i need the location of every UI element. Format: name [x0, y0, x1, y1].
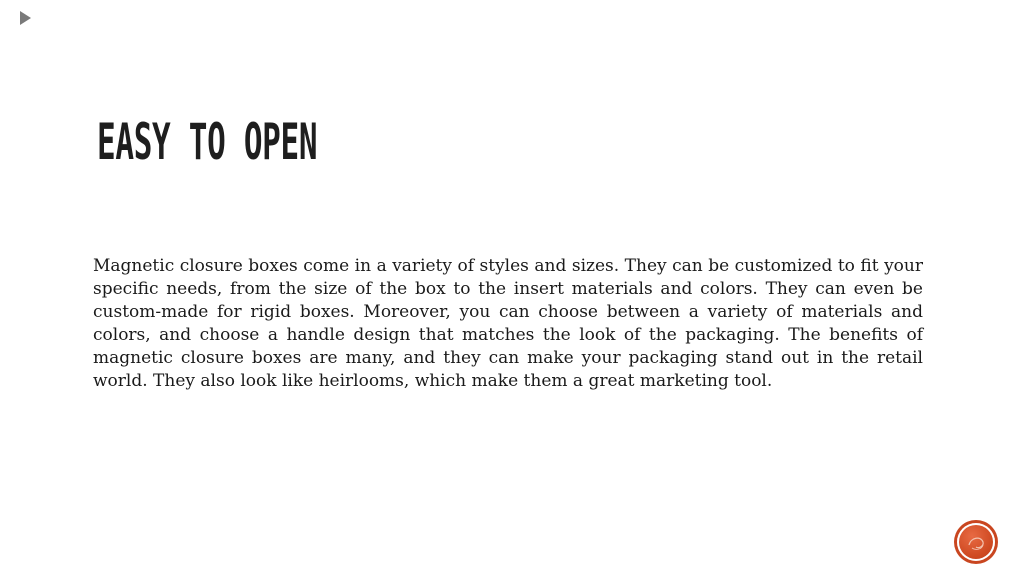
triangle-bullet-icon [20, 11, 31, 25]
logo-swirl-icon [957, 523, 995, 561]
circular-logo-icon [957, 523, 995, 561]
slide-body-text: Magnetic closure boxes come in a variety of styles and sizes. They can be customized to fit your specific needs, from the size of the box to the insert materials and colors. They can even be custom-made for rigid boxes. Moreover, you can choose between a variety of materials and colors, and choose a handle design that matches the look of the packaging. The benefits of magnetic closure boxes are many, and they can make your packaging stand out in the retail world. They also look like heirlooms, which make them a great marketing tool. [93, 256, 923, 391]
slide-title: EASY TO OPEN [97, 113, 318, 171]
